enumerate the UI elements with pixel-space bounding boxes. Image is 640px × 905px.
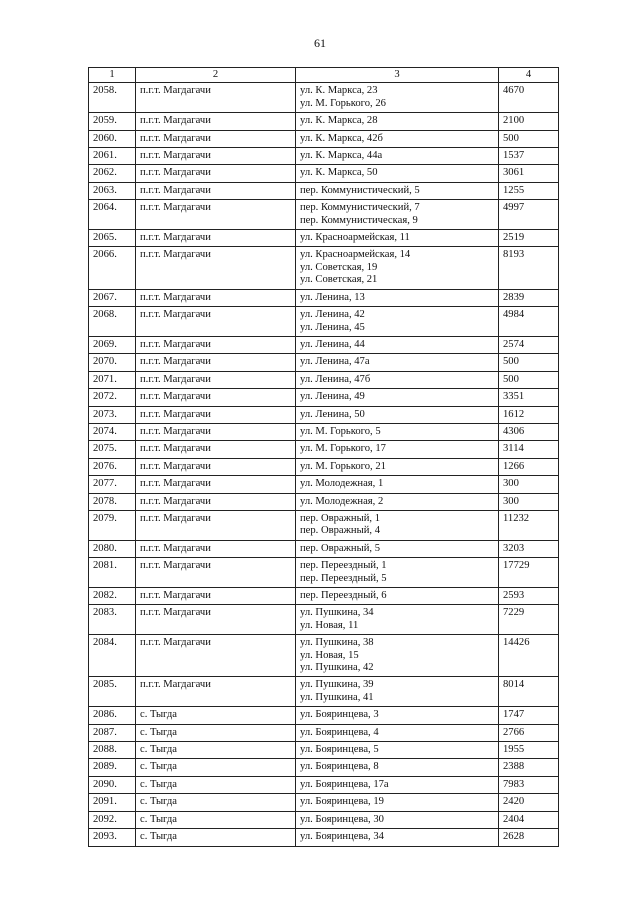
address	[296, 476, 499, 493]
table-row	[89, 307, 559, 337]
table-row	[89, 336, 559, 353]
address	[296, 389, 499, 406]
address-line: ул. М. Горького, 26	[300, 97, 386, 109]
address-line: ул. Бояринцева, 34	[300, 831, 384, 843]
row-number: 2087.	[89, 724, 136, 741]
area-value: 2404	[499, 811, 559, 828]
area-value: 2420	[499, 794, 559, 811]
table-row	[89, 182, 559, 199]
address	[296, 510, 499, 540]
address-line: ул. Красноармейская, 11	[300, 232, 410, 244]
area-value: 2593	[499, 588, 559, 605]
area-value: 1612	[499, 406, 559, 423]
table-row	[89, 794, 559, 811]
locality: с. Тыгда	[136, 829, 296, 846]
table-row	[89, 354, 559, 371]
area-value: 3061	[499, 165, 559, 182]
address	[296, 776, 499, 793]
address-line: ул. Советская, 21	[300, 274, 378, 286]
area-value: 500	[499, 130, 559, 147]
row-number: 2065.	[89, 230, 136, 247]
address	[296, 336, 499, 353]
locality: п.г.т. Магдагачи	[136, 389, 296, 406]
address-line: ул. Бояринцева, 3	[300, 709, 379, 721]
address-line: пер. Овражный, 1	[300, 512, 380, 524]
address-line: пер. Переездный, 5	[300, 572, 387, 584]
address-line: пер. Овражный, 4	[300, 525, 380, 537]
address	[296, 558, 499, 588]
address	[296, 354, 499, 371]
table-row	[89, 510, 559, 540]
locality: п.г.т. Магдагачи	[136, 588, 296, 605]
row-number: 2082.	[89, 588, 136, 605]
page-number: 61	[314, 36, 326, 50]
table-row	[89, 635, 559, 677]
row-number: 2085.	[89, 677, 136, 707]
address-line: ул. Пушкина, 39	[300, 679, 374, 691]
locality: п.г.т. Магдагачи	[136, 558, 296, 588]
area-value: 8014	[499, 677, 559, 707]
row-number: 2070.	[89, 354, 136, 371]
locality: п.г.т. Магдагачи	[136, 510, 296, 540]
table-row	[89, 707, 559, 724]
table-row	[89, 558, 559, 588]
table-row	[89, 588, 559, 605]
locality: с. Тыгда	[136, 794, 296, 811]
row-number: 2060.	[89, 130, 136, 147]
address-line: ул. Новая, 15	[300, 649, 359, 661]
address	[296, 113, 499, 130]
area-value: 4670	[499, 83, 559, 113]
table-row	[89, 540, 559, 557]
table-row	[89, 406, 559, 423]
locality: с. Тыгда	[136, 776, 296, 793]
row-number: 2088.	[89, 742, 136, 759]
area-value: 4997	[499, 200, 559, 230]
table-body	[89, 83, 559, 846]
row-number: 2080.	[89, 540, 136, 557]
locality: п.г.т. Магдагачи	[136, 476, 296, 493]
row-number: 2064.	[89, 200, 136, 230]
row-number: 2073.	[89, 406, 136, 423]
address	[296, 307, 499, 337]
address-line: ул. Молодежная, 1	[300, 478, 384, 490]
address-line: ул. М. Горького, 5	[300, 425, 381, 437]
area-value: 1537	[499, 148, 559, 165]
row-number: 2083.	[89, 605, 136, 635]
row-number: 2067.	[89, 289, 136, 306]
address-line: пер. Коммунистический, 5	[300, 184, 420, 196]
locality: п.г.т. Магдагачи	[136, 148, 296, 165]
area-value: 2388	[499, 759, 559, 776]
address	[296, 635, 499, 677]
table-row	[89, 724, 559, 741]
table-row	[89, 113, 559, 130]
address	[296, 83, 499, 113]
address	[296, 707, 499, 724]
table-row	[89, 441, 559, 458]
table-row	[89, 165, 559, 182]
area-value: 17729	[499, 558, 559, 588]
row-number: 2058.	[89, 83, 136, 113]
address-line: ул. Ленина, 50	[300, 408, 365, 420]
locality: п.г.т. Магдагачи	[136, 540, 296, 557]
address	[296, 811, 499, 828]
locality: п.г.т. Магдагачи	[136, 423, 296, 440]
locality: п.г.т. Магдагачи	[136, 635, 296, 677]
address	[296, 588, 499, 605]
locality: п.г.т. Магдагачи	[136, 493, 296, 510]
address-line: ул. Бояринцева, 8	[300, 761, 379, 773]
address-line: ул. Красноармейская, 14	[300, 249, 411, 261]
address-line: пер. Переездный, 1	[300, 560, 387, 572]
area-value: 1266	[499, 458, 559, 475]
row-number: 2076.	[89, 458, 136, 475]
row-number: 2072.	[89, 389, 136, 406]
address	[296, 829, 499, 846]
row-number: 2063.	[89, 182, 136, 199]
locality: п.г.т. Магдагачи	[136, 336, 296, 353]
locality: с. Тыгда	[136, 742, 296, 759]
address-line: ул. Ленина, 13	[300, 291, 365, 303]
locality: п.г.т. Магдагачи	[136, 200, 296, 230]
address-line: ул. Бояринцева, 17а	[300, 778, 389, 790]
row-number: 2078.	[89, 493, 136, 510]
address-line: ул. Ленина, 44	[300, 338, 365, 350]
table-row	[89, 230, 559, 247]
address	[296, 130, 499, 147]
area-value: 7983	[499, 776, 559, 793]
table-row	[89, 130, 559, 147]
address	[296, 540, 499, 557]
address-line: ул. Пушкина, 41	[300, 691, 374, 703]
address-line: ул. Ленина, 47а	[300, 356, 370, 368]
table-row	[89, 458, 559, 475]
address-line: ул. К. Маркса, 23	[300, 85, 378, 97]
row-number: 2068.	[89, 307, 136, 337]
address	[296, 165, 499, 182]
table-row	[89, 776, 559, 793]
address-line: ул. Пушкина, 34	[300, 607, 374, 619]
header-col-1: 1	[89, 68, 136, 83]
area-value: 500	[499, 354, 559, 371]
address-line: ул. Новая, 11	[300, 619, 359, 631]
table-row	[89, 493, 559, 510]
address	[296, 247, 499, 289]
address-line: пер. Коммунистический, 7	[300, 202, 420, 214]
address-line: ул. Бояринцева, 5	[300, 744, 379, 756]
area-value: 3203	[499, 540, 559, 557]
address	[296, 441, 499, 458]
locality: п.г.т. Магдагачи	[136, 182, 296, 199]
address-line: ул. Бояринцева, 19	[300, 796, 384, 808]
table-row	[89, 289, 559, 306]
address-line: ул. Ленина, 42	[300, 309, 365, 321]
address	[296, 423, 499, 440]
table-row	[89, 200, 559, 230]
address	[296, 200, 499, 230]
row-number: 2075.	[89, 441, 136, 458]
locality: п.г.т. Магдагачи	[136, 406, 296, 423]
address-line: ул. К. Маркса, 50	[300, 167, 378, 179]
locality: п.г.т. Магдагачи	[136, 441, 296, 458]
address-line: ул. К. Маркса, 44а	[300, 150, 383, 162]
row-number: 2086.	[89, 707, 136, 724]
header-row	[89, 68, 559, 83]
locality: п.г.т. Магдагачи	[136, 605, 296, 635]
locality: п.г.т. Магдагачи	[136, 354, 296, 371]
area-value: 2519	[499, 230, 559, 247]
row-number: 2092.	[89, 811, 136, 828]
locality: п.г.т. Магдагачи	[136, 307, 296, 337]
address	[296, 677, 499, 707]
address	[296, 148, 499, 165]
area-value: 8193	[499, 247, 559, 289]
row-number: 2084.	[89, 635, 136, 677]
row-number: 2077.	[89, 476, 136, 493]
table-row	[89, 148, 559, 165]
area-value: 300	[499, 493, 559, 510]
address-line: ул. К. Маркса, 28	[300, 115, 378, 127]
address-line: ул. Пушкина, 42	[300, 662, 374, 674]
address-line: ул. Ленина, 47б	[300, 373, 371, 385]
locality: п.г.т. Магдагачи	[136, 165, 296, 182]
locality: п.г.т. Магдагачи	[136, 371, 296, 388]
locality: п.г.т. Магдагачи	[136, 289, 296, 306]
address	[296, 493, 499, 510]
address-line: ул. М. Горького, 17	[300, 443, 386, 455]
locality: п.г.т. Магдагачи	[136, 247, 296, 289]
area-value: 14426	[499, 635, 559, 677]
row-number: 2059.	[89, 113, 136, 130]
address-line: ул. Советская, 19	[300, 261, 378, 273]
row-number: 2090.	[89, 776, 136, 793]
address-line: ул. К. Маркса, 42б	[300, 132, 383, 144]
table-row	[89, 371, 559, 388]
address-line: пер. Переездный, 6	[300, 590, 387, 601]
address	[296, 724, 499, 741]
table-row	[89, 476, 559, 493]
header-col-2: 2	[136, 68, 296, 83]
area-value: 2100	[499, 113, 559, 130]
row-number: 2079.	[89, 510, 136, 540]
address	[296, 182, 499, 199]
address-line: ул. Молодежная, 2	[300, 495, 384, 507]
locality: п.г.т. Магдагачи	[136, 83, 296, 113]
table-row	[89, 759, 559, 776]
registry-table	[88, 67, 559, 847]
row-number: 2093.	[89, 829, 136, 846]
locality: с. Тыгда	[136, 811, 296, 828]
area-value: 4984	[499, 307, 559, 337]
table-row	[89, 605, 559, 635]
address	[296, 458, 499, 475]
locality: п.г.т. Магдагачи	[136, 113, 296, 130]
row-number: 2062.	[89, 165, 136, 182]
area-value: 2574	[499, 336, 559, 353]
header-col-4: 4	[499, 68, 559, 83]
table-row	[89, 811, 559, 828]
table-row	[89, 829, 559, 846]
area-value: 1955	[499, 742, 559, 759]
area-value: 500	[499, 371, 559, 388]
address-line: ул. Бояринцева, 30	[300, 813, 384, 825]
area-value: 1255	[499, 182, 559, 199]
address-line: пер. Овражный, 5	[300, 542, 380, 554]
area-value: 11232	[499, 510, 559, 540]
table-row	[89, 742, 559, 759]
row-number: 2089.	[89, 759, 136, 776]
area-value: 2766	[499, 724, 559, 741]
address-line: пер. Коммунистическая, 9	[300, 214, 418, 226]
address-line: ул. Ленина, 49	[300, 391, 365, 403]
table-header	[89, 68, 559, 83]
locality: п.г.т. Магдагачи	[136, 677, 296, 707]
address-line: ул. Бояринцева, 4	[300, 726, 379, 738]
area-value: 2839	[499, 289, 559, 306]
address	[296, 289, 499, 306]
locality: п.г.т. Магдагачи	[136, 230, 296, 247]
row-number: 2071.	[89, 371, 136, 388]
address	[296, 230, 499, 247]
address	[296, 794, 499, 811]
row-number: 2069.	[89, 336, 136, 353]
locality: с. Тыгда	[136, 724, 296, 741]
address-line: ул. М. Горького, 21	[300, 460, 386, 472]
table-row	[89, 389, 559, 406]
locality: с. Тыгда	[136, 759, 296, 776]
area-value: 4306	[499, 423, 559, 440]
address	[296, 371, 499, 388]
address	[296, 605, 499, 635]
address	[296, 742, 499, 759]
area-value: 2628	[499, 829, 559, 846]
address-line: ул. Ленина, 45	[300, 321, 365, 333]
row-number: 2074.	[89, 423, 136, 440]
address	[296, 759, 499, 776]
row-number: 2081.	[89, 558, 136, 588]
area-value: 300	[499, 476, 559, 493]
address-line: ул. Пушкина, 38	[300, 637, 374, 649]
area-value: 1747	[499, 707, 559, 724]
locality: п.г.т. Магдагачи	[136, 130, 296, 147]
area-value: 3114	[499, 441, 559, 458]
table-row	[89, 677, 559, 707]
row-number: 2091.	[89, 794, 136, 811]
row-number: 2061.	[89, 148, 136, 165]
row-number: 2066.	[89, 247, 136, 289]
locality: с. Тыгда	[136, 707, 296, 724]
area-value: 3351	[499, 389, 559, 406]
table-row	[89, 247, 559, 289]
address	[296, 406, 499, 423]
table-row	[89, 83, 559, 113]
header-col-3: 3	[296, 68, 499, 83]
table-row	[89, 423, 559, 440]
locality: п.г.т. Магдагачи	[136, 458, 296, 475]
area-value: 7229	[499, 605, 559, 635]
